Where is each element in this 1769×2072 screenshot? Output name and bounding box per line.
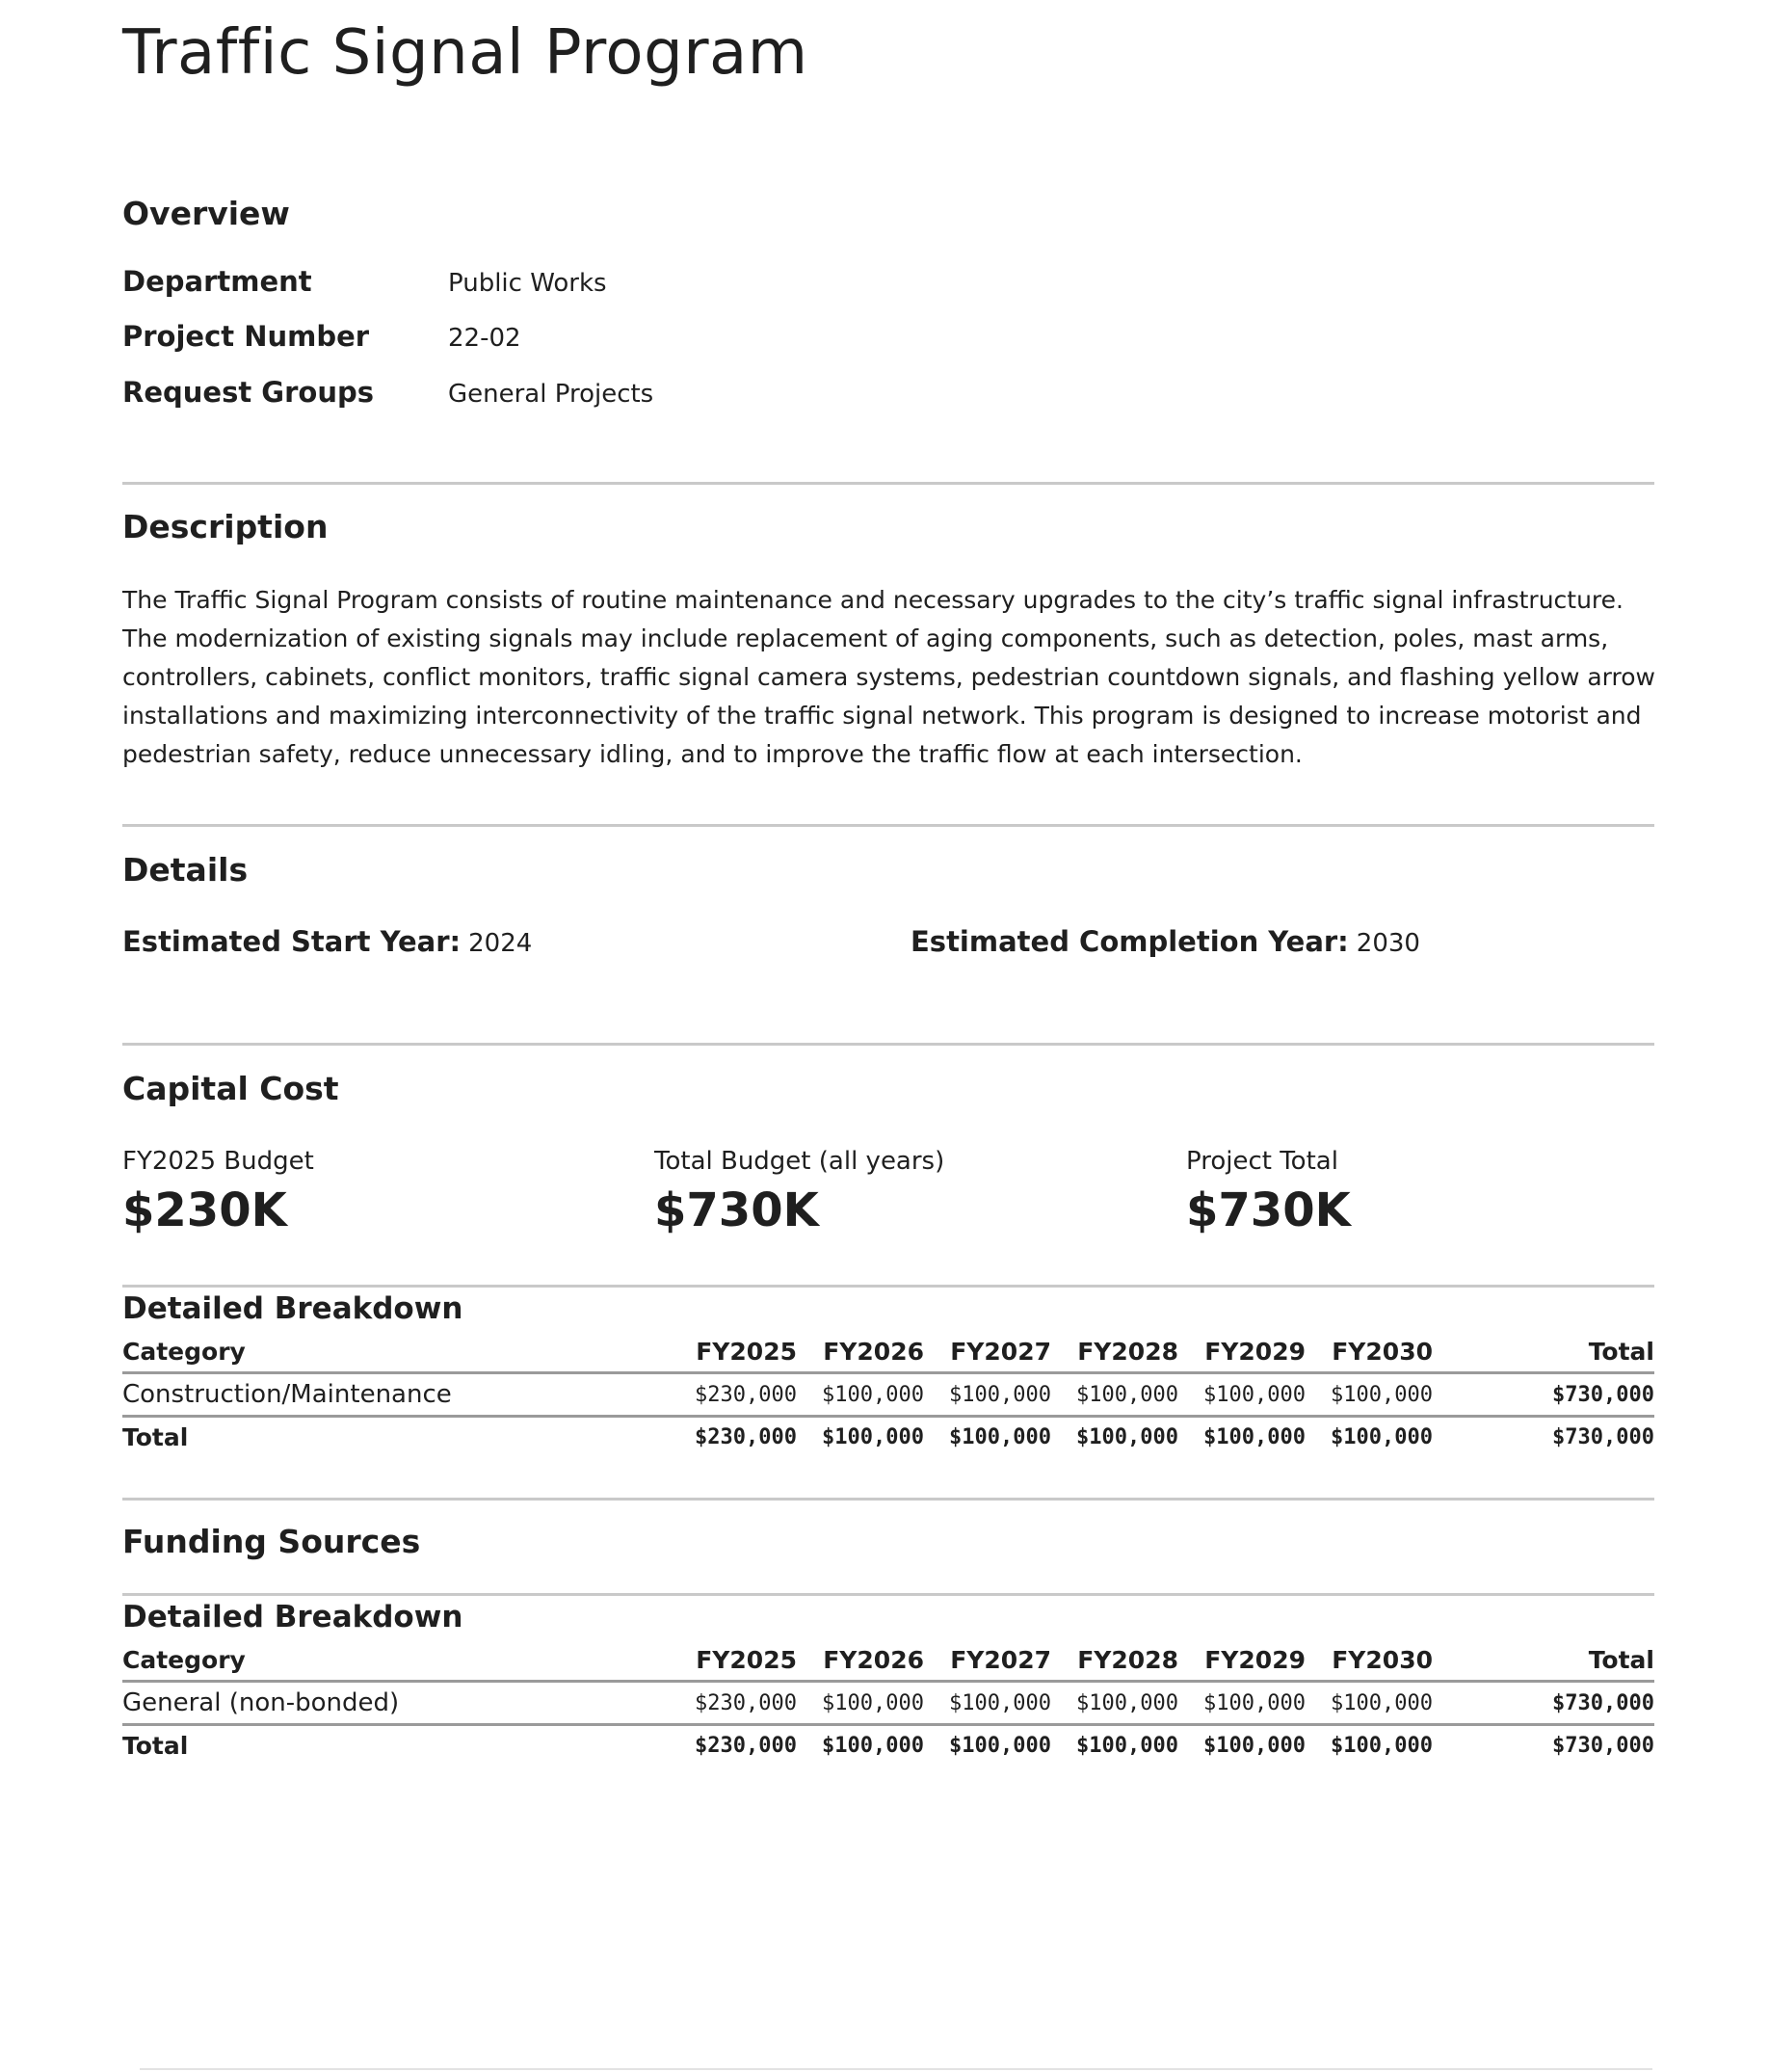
start-year-value: 2024 bbox=[468, 929, 533, 958]
column-header: FY2029 bbox=[1178, 1646, 1306, 1682]
column-header: Total bbox=[1433, 1338, 1654, 1373]
table-cell: $230,000 bbox=[681, 1373, 797, 1417]
details-heading: Details bbox=[122, 851, 249, 889]
table-cell: $100,000 bbox=[1076, 1734, 1178, 1758]
description-heading: Description bbox=[122, 508, 329, 545]
column-header: Category bbox=[122, 1338, 681, 1373]
column-header: Total bbox=[1433, 1646, 1654, 1682]
divider bbox=[122, 482, 1654, 485]
table-cell: $100,000 bbox=[1178, 1373, 1306, 1417]
fy-budget-label: FY2025 Budget bbox=[122, 1147, 314, 1176]
completion-year-value: 2030 bbox=[1356, 929, 1420, 958]
table-header-row bbox=[122, 1646, 1654, 1682]
column-header: FY2030 bbox=[1306, 1646, 1433, 1682]
table-cell: $100,000 bbox=[1203, 1734, 1306, 1758]
table-cell: Total bbox=[122, 1732, 189, 1760]
table-header-row bbox=[122, 1338, 1654, 1373]
column-header: FY2029 bbox=[1178, 1338, 1306, 1373]
table-cell: $100,000 bbox=[1051, 1373, 1178, 1417]
funding-sources-heading: Funding Sources bbox=[122, 1523, 421, 1560]
table-cell: $100,000 bbox=[1178, 1682, 1306, 1725]
table-cell: $730,000 bbox=[1552, 1425, 1654, 1449]
table-cell: $730,000 bbox=[1552, 1734, 1654, 1758]
column-header: FY2028 bbox=[1051, 1338, 1178, 1373]
column-header: FY2028 bbox=[1051, 1646, 1178, 1682]
project-total-label: Project Total bbox=[1186, 1147, 1338, 1176]
column-header: FY2025 bbox=[681, 1338, 797, 1373]
total-budget-block bbox=[654, 1147, 944, 1237]
column-header: FY2027 bbox=[924, 1646, 1051, 1682]
footer-divider bbox=[140, 2068, 1652, 2070]
department-value: Public Works bbox=[448, 269, 607, 298]
table-cell: $100,000 bbox=[1331, 1734, 1433, 1758]
estimated-completion-year bbox=[911, 925, 1420, 958]
request-groups-label: Request Groups bbox=[122, 376, 374, 409]
estimated-start-year bbox=[122, 925, 532, 958]
fy-budget-block bbox=[122, 1147, 314, 1237]
table-cell: $100,000 bbox=[1203, 1425, 1306, 1449]
table-cell: $100,000 bbox=[924, 1682, 1051, 1725]
capital-breakdown-table bbox=[122, 1338, 1654, 1457]
table-cell: $230,000 bbox=[695, 1734, 797, 1758]
column-header: Category bbox=[122, 1646, 681, 1682]
department-label: Department bbox=[122, 265, 312, 298]
description-text: The Traffic Signal Program consists of routine maintenance and necessary upgrades to the city’s traffic signal infrastructure. The modernization of existing signals may include replacement of aging components, such as detection, poles, mast arms, controllers, cabinets, conflict monitors, traffic signal camera systems, pedestrian countdown signals, and flashing yellow arrow installations and maximizing interconnectivity of the traffic signal network. This program is designed to increase motorist and pedestrian safety, reduce unnecessary idling, and to improve the traffic flow at each intersection. bbox=[122, 586, 1655, 768]
total-budget-value: $730K bbox=[654, 1183, 819, 1237]
table-cell: $100,000 bbox=[1051, 1682, 1178, 1725]
column-header: FY2026 bbox=[797, 1646, 924, 1682]
divider bbox=[122, 1285, 1654, 1288]
table-cell: $100,000 bbox=[949, 1734, 1051, 1758]
table-cell: $100,000 bbox=[822, 1425, 924, 1449]
table-cell: Construction/Maintenance bbox=[122, 1373, 681, 1417]
divider bbox=[122, 1043, 1654, 1046]
capital-breakdown-heading: Detailed Breakdown bbox=[122, 1291, 463, 1326]
table-total-row bbox=[122, 1725, 1654, 1767]
table-cell: $100,000 bbox=[797, 1373, 924, 1417]
divider bbox=[122, 824, 1654, 827]
table-cell: $100,000 bbox=[1306, 1682, 1433, 1725]
table-cell: $730,000 bbox=[1433, 1373, 1654, 1417]
table-row bbox=[122, 1682, 1654, 1725]
table-cell: $230,000 bbox=[695, 1425, 797, 1449]
divider bbox=[122, 1498, 1654, 1501]
divider bbox=[122, 1593, 1654, 1596]
table-total-row bbox=[122, 1417, 1654, 1458]
table-cell: $730,000 bbox=[1433, 1682, 1654, 1725]
table-cell: $100,000 bbox=[1331, 1425, 1433, 1449]
completion-year-label: Estimated Completion Year: bbox=[911, 925, 1349, 958]
capital-cost-heading: Capital Cost bbox=[122, 1070, 339, 1107]
table-cell: $100,000 bbox=[949, 1425, 1051, 1449]
project-total-value: $730K bbox=[1186, 1183, 1351, 1237]
column-header: FY2025 bbox=[681, 1646, 797, 1682]
page-title: Traffic Signal Program bbox=[122, 17, 808, 89]
table-cell: $100,000 bbox=[1076, 1425, 1178, 1449]
table-row bbox=[122, 1373, 1654, 1417]
column-header: FY2026 bbox=[797, 1338, 924, 1373]
column-header: FY2027 bbox=[924, 1338, 1051, 1373]
table-cell: $100,000 bbox=[1306, 1373, 1433, 1417]
start-year-label: Estimated Start Year: bbox=[122, 925, 462, 958]
overview-heading: Overview bbox=[122, 195, 290, 232]
project-total-block bbox=[1186, 1147, 1351, 1237]
table-cell: $230,000 bbox=[681, 1682, 797, 1725]
funding-breakdown-table bbox=[122, 1646, 1654, 1766]
table-cell: $100,000 bbox=[924, 1373, 1051, 1417]
project-number-label: Project Number bbox=[122, 320, 370, 353]
request-groups-value: General Projects bbox=[448, 380, 654, 409]
funding-breakdown-heading: Detailed Breakdown bbox=[122, 1600, 463, 1634]
project-number-value: 22-02 bbox=[448, 324, 521, 353]
table-cell: General (non-bonded) bbox=[122, 1682, 681, 1725]
column-header: FY2030 bbox=[1306, 1338, 1433, 1373]
total-budget-label: Total Budget (all years) bbox=[654, 1147, 945, 1176]
table-cell: $100,000 bbox=[822, 1734, 924, 1758]
table-cell: $100,000 bbox=[797, 1682, 924, 1725]
fy-budget-value: $230K bbox=[122, 1183, 287, 1237]
table-cell: Total bbox=[122, 1423, 189, 1451]
